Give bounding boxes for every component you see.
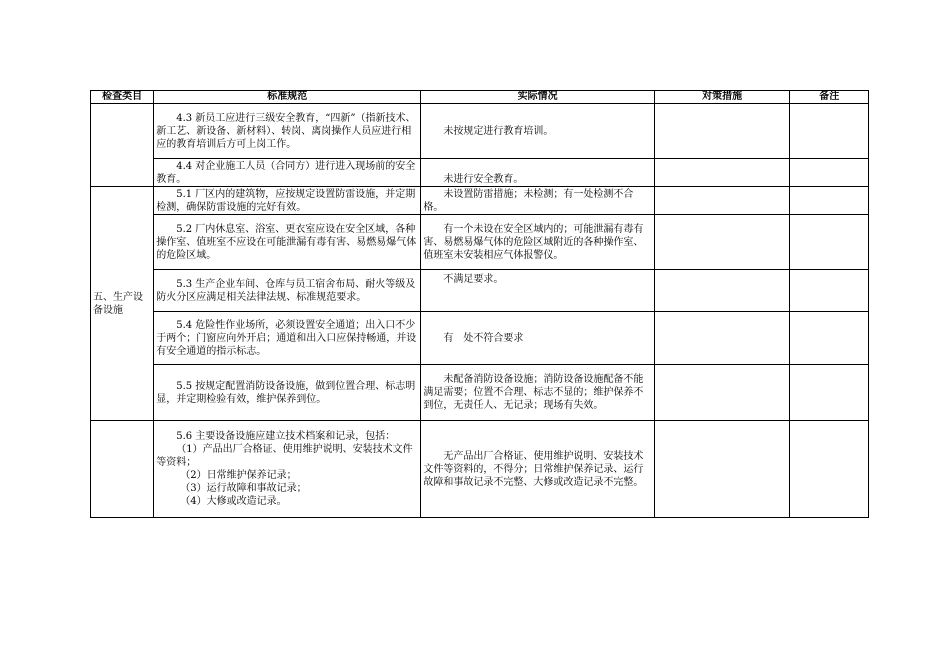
remarks-cell <box>790 104 869 159</box>
category-cell: 五、生产设备设施 <box>91 187 154 421</box>
remarks-cell <box>790 421 869 518</box>
header-row <box>91 91 869 104</box>
header-standard: 标准规范 <box>154 91 421 104</box>
remarks-cell <box>790 270 869 312</box>
actual-cell: 未设置防雷措施；未检测；有一处检测不合格。 <box>421 187 655 215</box>
table-row <box>91 187 869 215</box>
measures-cell <box>654 215 790 270</box>
standard-line: （3）运行故障和事故记录； <box>180 483 307 494</box>
header-category: 检查类目 <box>91 91 154 104</box>
actual-cell: 未按规定进行教育培训。 <box>421 104 655 159</box>
standard-cell: 5.2 厂内休息室、浴室、更衣室应设在安全区域，各种操作室、值班室不应设在可能泄漏有毒有害、易燃易爆气体的危险区域。 <box>154 215 421 270</box>
measures-cell <box>654 159 790 187</box>
table-row <box>91 270 869 312</box>
actual-cell: 无产品出厂合格证、使用维护说明、安装技术文件等资料的，不得分；日常维护保养记录、运行故障和事故记录不完整、大修或改造记录不完整。 <box>421 421 655 518</box>
measures-cell <box>654 270 790 312</box>
actual-cell: 不满足要求。 <box>421 270 655 312</box>
standard-line: （1）产品出厂合格证、使用维护说明、安装技术文件等资料； <box>156 444 413 468</box>
header-remarks: 备注 <box>790 91 869 104</box>
measures-cell <box>654 187 790 215</box>
actual-cell: 有 处不符合要求 <box>421 312 655 365</box>
table-row <box>91 421 869 518</box>
remarks-cell <box>790 312 869 365</box>
measures-cell <box>654 421 790 518</box>
actual-cell: 未配备消防设备设施；消防设备设施配备不能满足需要；位置不合理、标志不显的；维护保养不到位，无责任人、无记录；现场有失效。 <box>421 365 655 421</box>
remarks-cell <box>790 215 869 270</box>
standard-cell: 4.3 新员工应进行三级安全教育，“四新”（指新技术、新工艺、新设备、新材料）、转岗、离岗操作人员应进行相应的教育培训后方可上岗工作。 <box>154 104 421 159</box>
standard-line: 5.6 主要设备设施应建立技术档案和记录，包括： <box>176 431 396 442</box>
inspection-table <box>90 90 869 518</box>
table-row <box>91 159 869 187</box>
table-row <box>91 365 869 421</box>
standard-cell: 4.4 对企业施工人员（合同方）进行进入现场前的安全教育。 <box>154 159 421 187</box>
header-actual: 实际情况 <box>421 91 655 104</box>
standard-line: （2）日常维护保养记录； <box>180 470 297 481</box>
table-row <box>91 104 869 159</box>
standard-cell: 5.4 危险性作业场所，必须设置安全通道；出入口不少于两个；门窗应向外开启；通道和出入口应保持畅通，并设有安全通道的指示标志。 <box>154 312 421 365</box>
remarks-cell <box>790 365 869 421</box>
standard-cell: 5.3 生产企业车间、仓库与员工宿舍布局、耐火等级及防火分区应满足相关法律法规、标准规范要求。 <box>154 270 421 312</box>
measures-cell <box>654 312 790 365</box>
header-measures: 对策措施 <box>654 91 790 104</box>
measures-cell <box>654 365 790 421</box>
standard-cell: 5.1 厂区内的建筑物，应按规定设置防雷设施，并定期检测，确保防雷设施的完好有效。 <box>154 187 421 215</box>
standard-line: （4）大修或改造记录。 <box>180 496 287 507</box>
measures-cell <box>654 104 790 159</box>
category-cell-empty <box>91 421 154 518</box>
standard-cell <box>154 421 421 518</box>
table-row <box>91 312 869 365</box>
remarks-cell <box>790 187 869 215</box>
table-row <box>91 215 869 270</box>
remarks-cell <box>790 159 869 187</box>
actual-cell: 未进行安全教育。 <box>421 159 655 187</box>
category-cell-empty <box>91 104 154 187</box>
actual-cell: 有一个未设在安全区域内的；可能泄漏有毒有害、易燃易爆气体的危险区域附近的各种操作室、值班室未安装相应气体报警仪。 <box>421 215 655 270</box>
standard-cell: 5.5 按规定配置消防设备设施，做到位置合理、标志明显，并定期检验有效，维护保养到位。 <box>154 365 421 421</box>
